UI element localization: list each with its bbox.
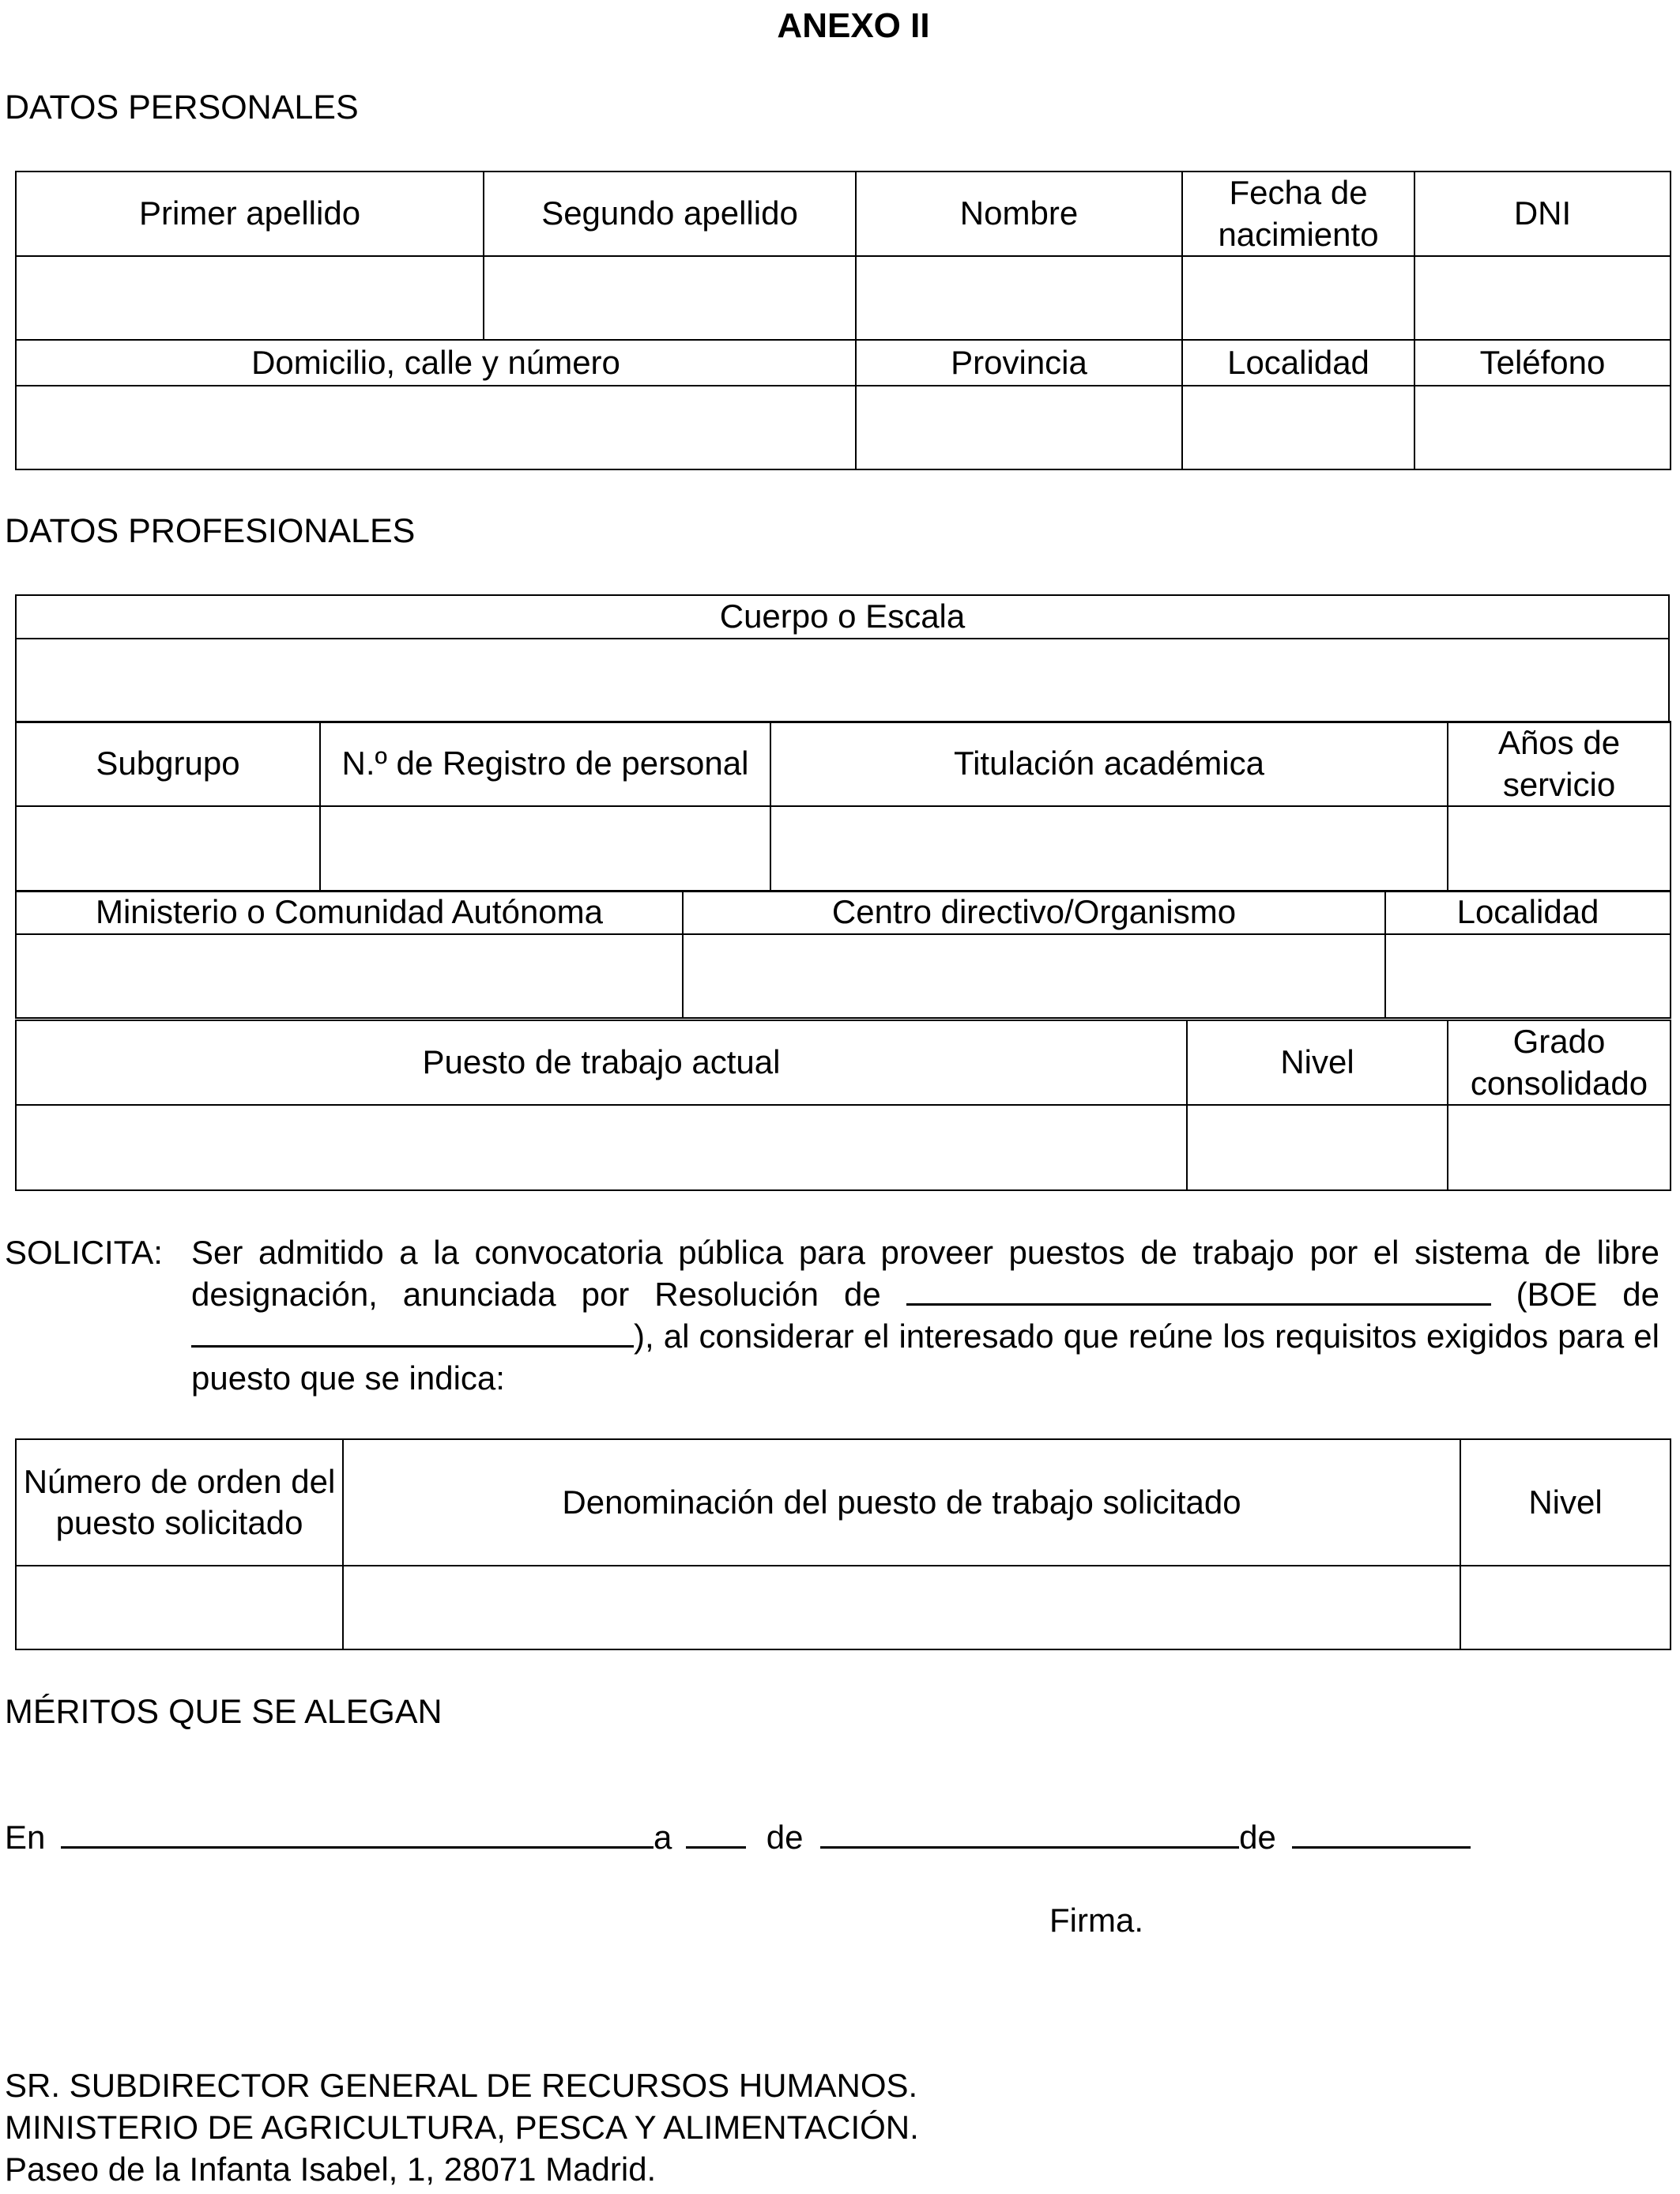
field-domicilio[interactable]: [16, 386, 856, 469]
header-segundo-apellido: Segundo apellido: [484, 172, 856, 256]
merits-heading: MÉRITOS QUE SE ALEGAN: [5, 1693, 443, 1731]
header-nivel-solicitado: Nivel: [1460, 1439, 1671, 1566]
ministerio-table: [15, 890, 1671, 1019]
field-primer-apellido[interactable]: [16, 256, 484, 340]
field-puesto-actual[interactable]: [16, 1105, 1187, 1190]
field-segundo-apellido[interactable]: [484, 256, 856, 340]
addressee-line-3: Paseo de la Infanta Isabel, 1, 28071 Madrid.: [5, 2151, 657, 2188]
header-titulacion: Titulación académica: [770, 722, 1448, 806]
header-localidad-prof: Localidad: [1385, 891, 1671, 934]
request-label: SOLICITA:: [5, 1234, 163, 1271]
field-nivel-solicitado[interactable]: [1460, 1566, 1671, 1649]
header-numero-orden: Número de orden del puesto solicitado: [16, 1439, 343, 1566]
header-primer-apellido: Primer apellido: [16, 172, 484, 256]
day-blank[interactable]: [686, 1816, 746, 1849]
document-title: ANEXO II: [777, 6, 930, 45]
header-provincia: Provincia: [856, 340, 1182, 386]
field-ministerio[interactable]: [16, 934, 683, 1018]
header-cuerpo-escala: Cuerpo o Escala: [16, 595, 1669, 639]
field-subgrupo[interactable]: [16, 806, 320, 892]
personal-data-heading: DATOS PERSONALES: [5, 89, 359, 126]
header-anos-servicio: Años de servicio: [1448, 722, 1671, 806]
field-localidad[interactable]: [1182, 386, 1414, 469]
resolucion-blank[interactable]: [906, 1273, 1491, 1306]
puesto-actual-table: [15, 1020, 1671, 1191]
date-en-label: En: [5, 1819, 46, 1856]
header-telefono: Teléfono: [1414, 340, 1671, 386]
personal-data-table: [15, 171, 1671, 470]
position-table: [15, 1438, 1671, 1650]
field-titulacion[interactable]: [770, 806, 1448, 892]
date-a-label: a: [654, 1819, 672, 1856]
header-domicilio: Domicilio, calle y número: [16, 340, 856, 386]
field-grado-consolidado[interactable]: [1448, 1105, 1671, 1190]
field-dni[interactable]: [1414, 256, 1671, 340]
field-nombre[interactable]: [856, 256, 1182, 340]
header-nivel: Nivel: [1187, 1020, 1448, 1105]
cuerpo-table: [15, 594, 1670, 723]
request-text-3: ), al considerar el interesado que reúne los requisitos exigidos para el puesto que se indica:: [191, 1318, 1659, 1397]
field-localidad-prof[interactable]: [1385, 934, 1671, 1018]
header-fecha-nacimiento: Fecha de nacimiento: [1182, 172, 1414, 256]
header-ministerio: Ministerio o Comunidad Autónoma: [16, 891, 683, 934]
header-dni: DNI: [1414, 172, 1671, 256]
header-denominacion: Denominación del puesto de trabajo solicitado: [343, 1439, 1460, 1566]
date-de-label-1: de: [766, 1819, 804, 1856]
addressee-line-2: MINISTERIO DE AGRICULTURA, PESCA Y ALIMENTACIÓN.: [5, 2109, 919, 2146]
header-localidad: Localidad: [1182, 340, 1414, 386]
header-puesto-actual: Puesto de trabajo actual: [16, 1020, 1187, 1105]
field-provincia[interactable]: [856, 386, 1182, 469]
field-fecha-nacimiento[interactable]: [1182, 256, 1414, 340]
professional-data-heading: DATOS PROFESIONALES: [5, 512, 416, 550]
request-paragraph: [5, 1231, 1659, 1401]
header-subgrupo: Subgrupo: [16, 722, 320, 806]
date-de-label-2: de: [1239, 1819, 1276, 1856]
date-line: [5, 1816, 1471, 1857]
year-blank[interactable]: [1292, 1816, 1471, 1849]
field-nivel[interactable]: [1187, 1105, 1448, 1190]
field-telefono[interactable]: [1414, 386, 1671, 469]
month-blank[interactable]: [820, 1816, 1239, 1849]
field-registro-personal[interactable]: [320, 806, 770, 892]
field-numero-orden[interactable]: [16, 1566, 343, 1649]
field-anos-servicio[interactable]: [1448, 806, 1671, 892]
field-cuerpo-escala[interactable]: [16, 639, 1669, 722]
header-centro-directivo: Centro directivo/Organismo: [683, 891, 1385, 934]
request-body: [191, 1231, 1659, 1399]
field-centro-directivo[interactable]: [683, 934, 1385, 1018]
place-blank[interactable]: [61, 1816, 654, 1849]
boe-blank[interactable]: [191, 1315, 634, 1348]
request-text-2: (BOE de: [1516, 1276, 1660, 1313]
addressee-line-1: SR. SUBDIRECTOR GENERAL DE RECURSOS HUMANOS.: [5, 2067, 918, 2104]
field-denominacion[interactable]: [343, 1566, 1460, 1649]
subgrupo-table: [15, 721, 1671, 892]
header-registro-personal: N.º de Registro de personal: [320, 722, 770, 806]
signature-label: Firma.: [1049, 1902, 1143, 1939]
header-grado-consolidado: Grado consolidado: [1448, 1020, 1671, 1105]
header-nombre: Nombre: [856, 172, 1182, 256]
request-text-1: Ser admitido a la convocatoria pública para proveer puestos de trabajo por el sistema de libre designación, anunciada por Resolución de: [191, 1234, 1659, 1313]
